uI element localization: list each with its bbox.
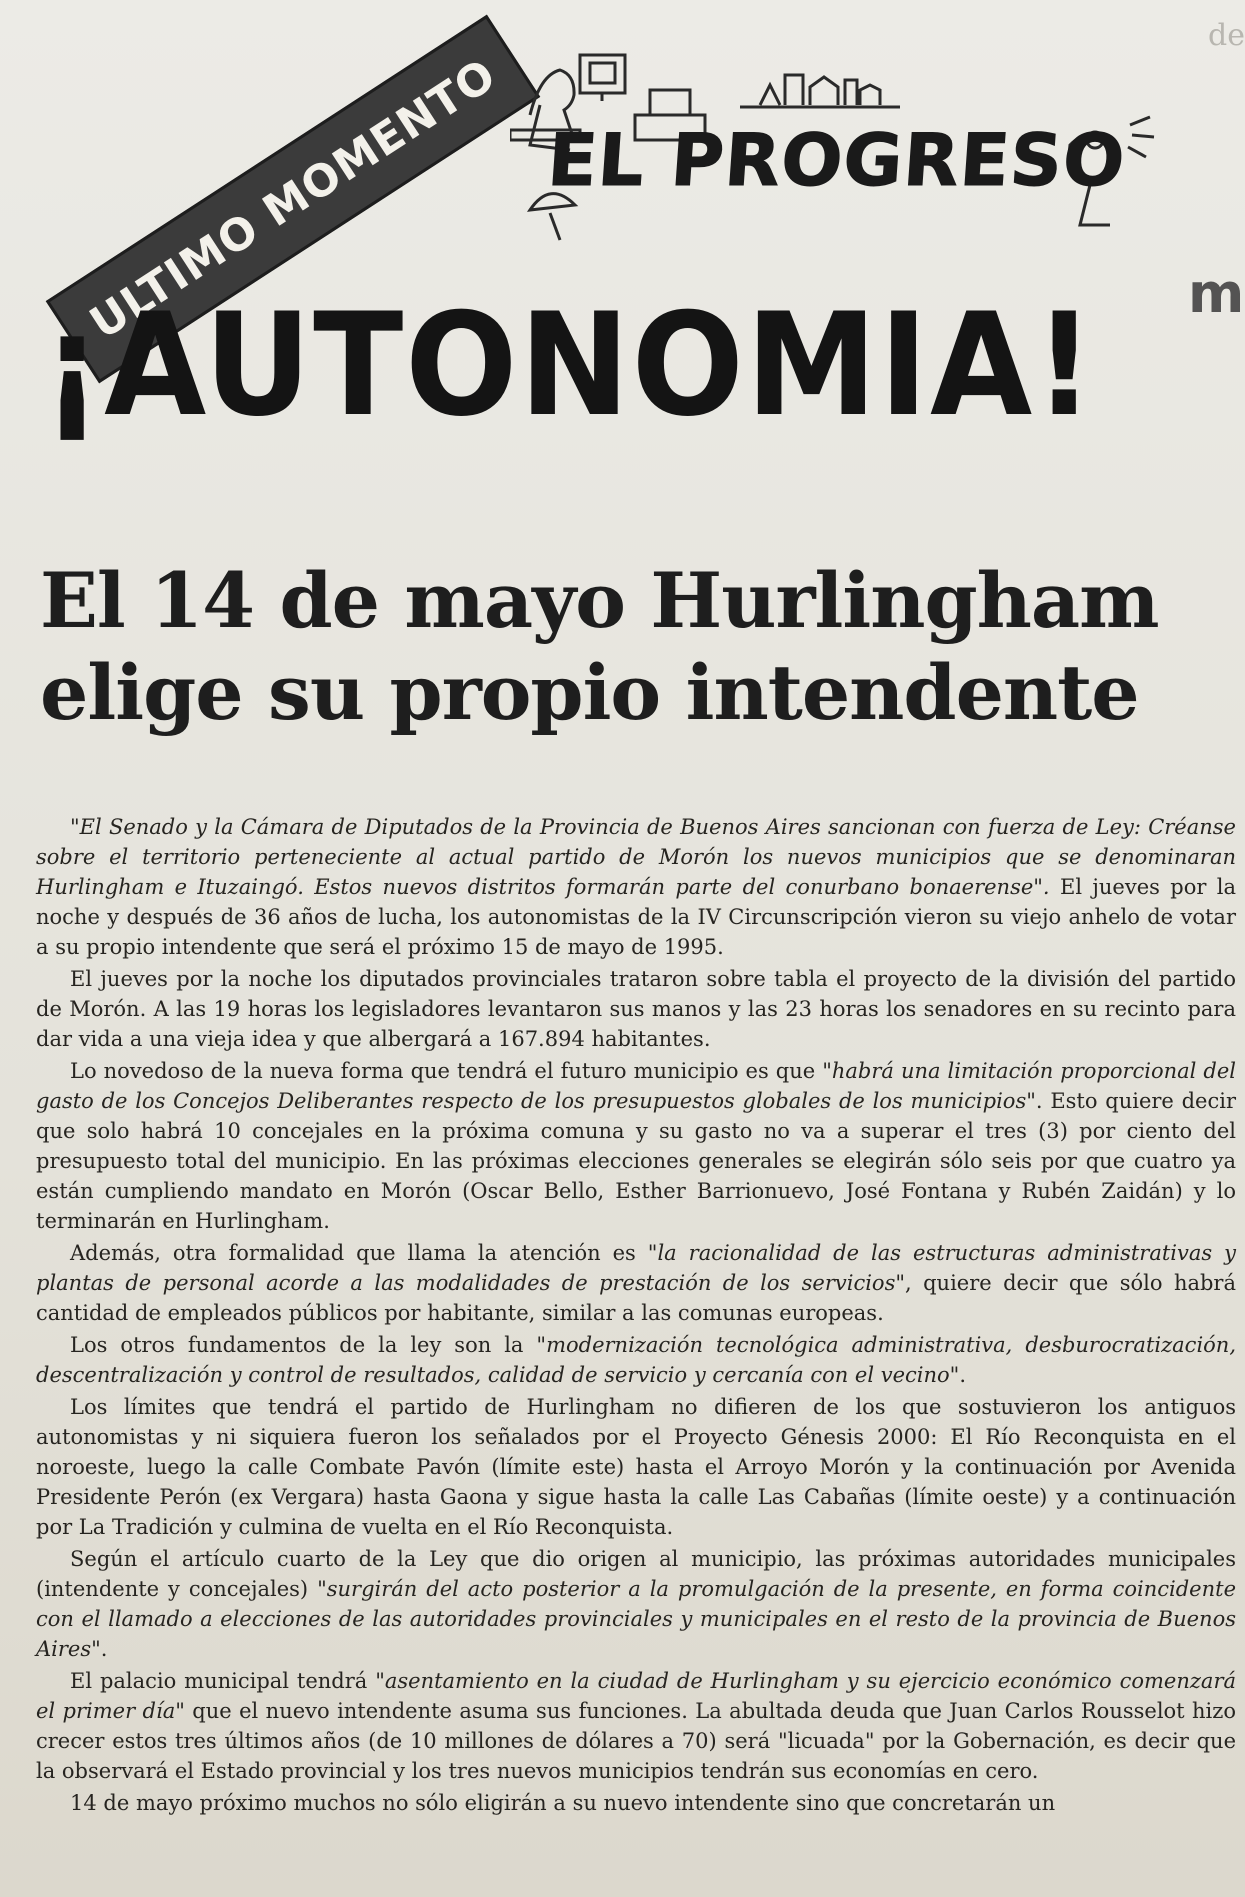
article-body: [36, 812, 1236, 1818]
paragraph-text: El palacio municipal tendrá: [70, 1669, 376, 1693]
paragraph-text: que el nuevo intendente asuma sus funciones. La abultada deuda que Juan Carlos Rousselot hizo crecer estos tres últimos años (de 10 millones de dólares a 70) será "licuada" por la Gobernación, es decir que la observará el Estado provincial y los tres nuevos municipios tendrán sus economías en cero.: [36, 1699, 1236, 1783]
bleed-through-text: de: [1208, 18, 1245, 53]
paragraph-text: El jueves por la noche los diputados provinciales trataron sobre tabla el proyecto de la división del partido de Morón. A las 19 horas los legisladores levantaron sus manos y las 23 horas los senadores en su recinto para dar vida a una vieja idea y que albergará a 167.894 habitantes.: [36, 967, 1236, 1051]
paragraph-text: , quiere decir que sólo habrá cantidad de empleados públicos por habitante, similar a las comunas europeas.: [36, 1271, 1236, 1325]
banner-label: ULTIMO MOMENTO: [80, 48, 506, 350]
paragraph-text: .: [100, 1637, 108, 1661]
article-paragraph: [36, 1788, 1236, 1818]
article-paragraph: [36, 812, 1236, 962]
quoted-text: "habrá una limitación proporcional del gasto de los Concejos Deliberantes respecto de los presupuestos globales de los municipios": [36, 1059, 1236, 1113]
paragraph-text: .: [959, 1363, 967, 1387]
article-paragraph: [36, 964, 1236, 1054]
paragraph-text: Además, otra formalidad que llama la atención es: [70, 1241, 648, 1265]
main-headline: ¡AUTONOMIA!: [42, 283, 1097, 448]
paragraph-text: El jueves por la noche y después de 36 años de lucha, los autonomistas de la IV Circunscripción vieron su viejo anhelo de votar a su propio intendente que será el próximo 15 de mayo de 1995.: [36, 875, 1237, 959]
quoted-text: "modernización tecnológica administrativa, desburocratización, descentralización y control de resultados, calidad de servicio y cercanía con el vecino": [36, 1333, 1236, 1387]
article-paragraph: [36, 1666, 1236, 1786]
subheadline-line-2: elige su propio intendente: [40, 648, 1139, 737]
newspaper-title: EL PROGRESO: [545, 118, 1129, 202]
article-paragraph: [36, 1238, 1236, 1328]
article-paragraph: [36, 1392, 1236, 1542]
subheadline: [40, 555, 1220, 739]
paragraph-text: 14 de mayo próximo muchos no sólo eligirán a su nuevo intendente sino que concretarán un: [70, 1791, 1056, 1815]
subheadline-line-1: El 14 de mayo Hurlingham: [40, 556, 1159, 645]
bleed-through-mark: m: [1188, 262, 1245, 325]
quoted-text: "El Senado y la Cámara de Diputados de la Provincia de Buenos Aires sancionan con fuerza de Ley: Créanse sobre el territorio perteneciente al actual partido de Morón los nuevos municipios que se denominaran Hurlingham e Ituzaingó. Estos nuevos distritos formarán parte del conurbano bonaerense".: [36, 815, 1236, 899]
paragraph-text: Los otros fundamentos de la ley son la: [70, 1333, 537, 1357]
quoted-text: "la racionalidad de las estructuras administrativas y plantas de personal acorde a las modalidades de prestación de los servicios": [36, 1241, 1236, 1295]
paragraph-text: Según el artículo cuarto de la Ley que dio origen al municipio, las próximas autoridades municipales (intendente y concejales): [36, 1547, 1236, 1601]
quoted-text: "surgirán del acto posterior a la promulgación de la presente, en forma coincidente con el llamado a elecciones de las autoridades provinciales y municipales en el resto de la provincia de Buenos Aires": [36, 1577, 1236, 1661]
quoted-text: "asentamiento en la ciudad de Hurlingham y su ejercicio económico comenzará el primer día": [36, 1669, 1237, 1723]
paragraph-text: Los límites que tendrá el partido de Hurlingham no difieren de los que sostuvieron los antiguos autonomistas y ni siquiera fueron los señalados por el Proyecto Génesis 2000: El Río Reconquista en el noroeste, luego la calle Combate Pavón (límite este) hasta el Arroyo Morón y la continuación por Avenida Presidente Perón (ex Vergara) hasta Gaona y sigue hasta la calle Las Cabañas (límite oeste) y a continuación por La Tradición y culmina de vuelta en el Río Reconquista.: [36, 1395, 1236, 1539]
article-paragraph: [36, 1544, 1236, 1664]
article-paragraph: [36, 1330, 1236, 1390]
paragraph-text: . Esto quiere decir que solo habrá 10 concejales en la próxima comuna y su gasto no va a superar el tres (3) por ciento del presupuesto total del municipio. En las próximas elecciones generales se elegirán sólo seis por que cuatro ya están cumpliendo mandato en Morón (Oscar Bello, Esther Barrionuevo, José Fontana y Rubén Zaidán) y lo terminarán en Hurlingham.: [36, 1089, 1236, 1233]
paragraph-text: Lo novedoso de la nueva forma que tendrá el futuro municipio es que: [70, 1059, 823, 1083]
article-paragraph: [36, 1056, 1236, 1236]
